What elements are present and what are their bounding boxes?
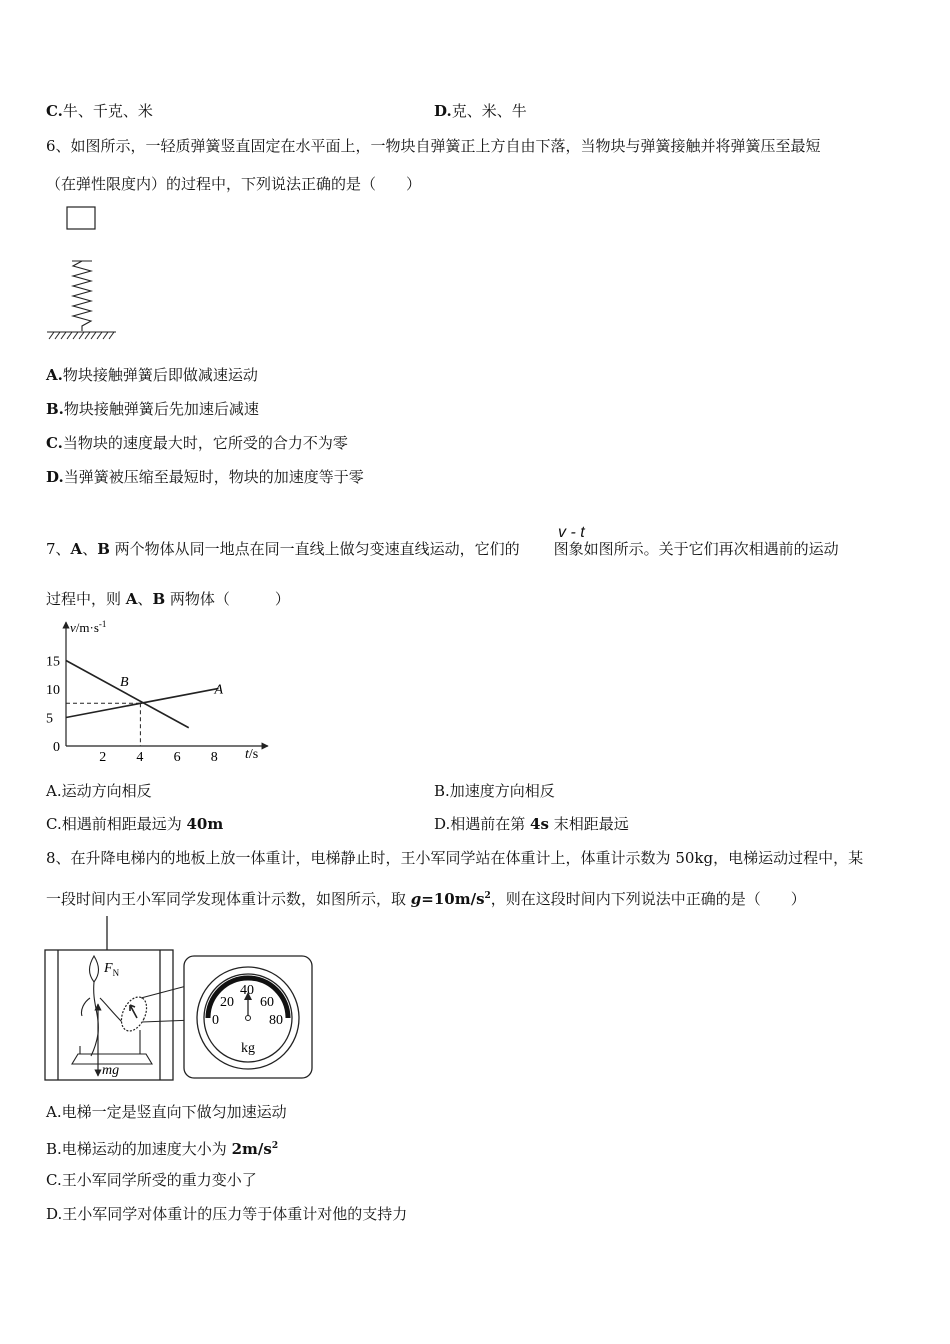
q8-line2-pre: 一段时间内王小军同学发现体重计示数，如图所示，取: [46, 890, 411, 908]
option-letter: D.: [46, 468, 64, 486]
elevator-figure: [44, 914, 318, 1084]
option-text: 相遇前在第: [450, 815, 531, 833]
falling-block: [67, 207, 95, 229]
q6-stem-line1: 6、如图所示，一轻质弹簧竖直固定在水平面上，一物块自弹簧正上方自由下落，当物块与弹簧接触并将弹簧压至最短: [46, 137, 821, 155]
ground-hatching: [47, 332, 116, 339]
scale-label-80: 80: [269, 1013, 283, 1028]
option-letter: A.: [46, 1103, 62, 1121]
q7-line2-pre: 过程中，则: [46, 590, 126, 608]
option-letter: C.: [46, 102, 63, 120]
y-tick-label-15: 15: [46, 654, 60, 670]
q7-option-d: [434, 814, 629, 834]
x-tick-label-2: 2: [99, 750, 107, 765]
option-text: 王小军同学对体重计的压力等于体重计对他的支持力: [62, 1205, 408, 1223]
g-symbol: g: [410, 890, 422, 908]
q8-stem-line2: [46, 886, 806, 909]
option-tail: 末相距最远: [548, 815, 629, 833]
g-value: =10m/s: [421, 890, 485, 908]
scale-platform: [72, 1030, 152, 1064]
q7-option-a: [46, 781, 152, 801]
option-text: 当弹簧被压缩至最短时，物块的加速度等于零: [63, 468, 364, 486]
elevator-car: [45, 916, 173, 1080]
option-text: 电梯一定是竖直向下做匀加速运动: [61, 1103, 287, 1121]
option-value: 40m: [186, 815, 224, 833]
q7-stem-mid: 两个物体从同一地点在同一直线上做匀变速直线运动，它们的: [109, 540, 520, 558]
option-text: 物块接触弹簧后先加速后减速: [63, 400, 259, 418]
scale-label-60: 60: [260, 995, 274, 1010]
option-text: 相遇前相距最远为: [61, 815, 187, 833]
vt-symbol: v - t: [558, 524, 585, 541]
q7-line2-b: B: [152, 590, 166, 608]
option-letter: D.: [434, 102, 452, 120]
q7-option-b: [434, 781, 555, 801]
q8-option-b: [46, 1136, 278, 1159]
option-text: 当物块的速度最大时，它所受的合力不为零: [62, 434, 348, 452]
g-exponent: 2: [484, 891, 491, 901]
y-axis-label: $v/m\cdot s^{-1}$: [70, 619, 107, 635]
option-text: 电梯运动的加速度大小为: [61, 1140, 232, 1158]
q7-line2-sep: 、: [137, 590, 153, 608]
origin-label: 0: [53, 740, 60, 755]
scale-label-0: 0: [212, 1013, 219, 1028]
x-tick-label-6: 6: [173, 750, 181, 765]
q7-line2-post: 两物体（ ）: [165, 590, 290, 608]
spring-coil: [72, 261, 92, 331]
q6-option-d: [46, 467, 364, 487]
q7-stem-line1: [46, 539, 839, 559]
x-tick-label-4: 4: [136, 750, 144, 765]
q7-stem-post: 图象如图所示。关于它们再次相遇前的运动: [553, 540, 839, 558]
y-tick-label-10: 10: [46, 683, 60, 698]
q8-option-c: [46, 1170, 257, 1190]
option-value: 2m/s: [231, 1140, 272, 1158]
scale-unit: kg: [241, 1041, 255, 1056]
q7-option-c: [46, 814, 223, 834]
option-letter: C.: [46, 815, 62, 833]
q6-option-c: [46, 433, 348, 453]
option-letter: A.: [46, 366, 63, 384]
q7-number: 7、: [46, 540, 71, 558]
q5-option-c: [46, 101, 153, 121]
option-letter: A.: [46, 782, 62, 800]
option-letter: B.: [46, 400, 64, 418]
spring-figure: [44, 204, 120, 340]
option-text: 牛、千克、米: [62, 102, 153, 120]
option-letter: D.: [46, 1205, 63, 1223]
y-tick-label-5: 5: [46, 711, 53, 727]
q7-stem-line2: [46, 589, 290, 609]
option-letter: C.: [46, 434, 63, 452]
option-value: 4s: [530, 815, 549, 833]
x-tick-label-8: 8: [210, 750, 218, 765]
q8-stem-line1: 8、在升降电梯内的地板上放一体重计，电梯静止时，王小军同学站在体重计上，体重计示数为 50kg，电梯运动过程中，某: [46, 849, 864, 867]
q7-sep: 、: [82, 540, 98, 558]
scale-label-40: 40: [240, 983, 254, 998]
option-letter: D.: [434, 815, 451, 833]
q6-stem-line2: （在弹性限度内）的过程中，下列说法正确的是（ ）: [46, 175, 422, 193]
option-text: 王小军同学所受的重力变小了: [61, 1171, 257, 1189]
option-text: 克、米、牛: [451, 102, 527, 120]
q8-line2-post: ，则在这段时间内下列说法中正确的是（ ）: [490, 890, 806, 908]
option-text: 物块接触弹簧后即做减速运动: [62, 366, 258, 384]
q7-object-b: B: [97, 540, 110, 558]
q7-object-a: A: [70, 540, 83, 558]
option-letter: B.: [434, 782, 450, 800]
option-text: 加速度方向相反: [449, 782, 555, 800]
q8-option-d: [46, 1204, 407, 1224]
option-text: 运动方向相反: [61, 782, 152, 800]
series-label-a: A: [214, 682, 224, 698]
gauge-zoomed: [184, 956, 312, 1078]
series-line-b: [66, 661, 189, 728]
option-letter: B.: [46, 1140, 62, 1158]
q8-option-a: [46, 1102, 287, 1122]
gauge-small: [116, 993, 151, 1035]
q6-option-b: [46, 399, 259, 419]
q7-line2-a: A: [125, 590, 138, 608]
x-axis-label: t/s: [245, 747, 259, 762]
series-label-b: B: [119, 675, 129, 691]
q5-option-d: [434, 101, 527, 121]
scale-label-20: 20: [220, 995, 234, 1010]
option-exponent: 2: [271, 1141, 279, 1151]
force-fn-label: $F_N$: [104, 961, 120, 978]
q6-option-a: [46, 365, 258, 385]
force-mg-label: mg: [102, 1063, 120, 1078]
option-letter: C.: [46, 1171, 62, 1189]
vt-chart: [40, 616, 280, 772]
